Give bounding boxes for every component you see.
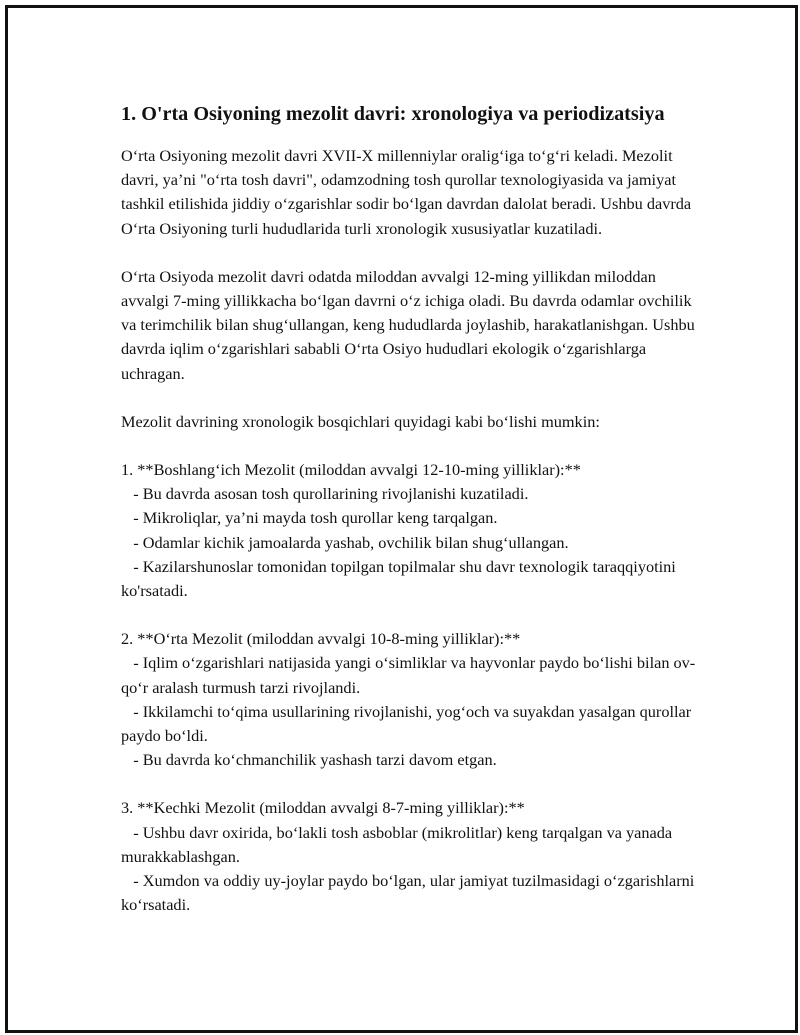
stage-heading: 1. **Boshlang‘ich Mezolit (miloddan avvalgi 12-10-ming yilliklar):** <box>121 460 581 480</box>
stage-bullet: - Odamlar kichik jamoalarda yashab, ovchilik bilan shug‘ullangan. <box>133 532 569 552</box>
document-title: 1. O'rta Osiyoning mezolit davri: xronologiya va periodizatsiya <box>121 103 665 125</box>
stage-early-mesolithic <box>121 458 701 603</box>
stage-bullet: - Kazilarshunoslar tomonidan topilgan topilmalar shu davr texnologik taraqqiyotini ko'rsatadi. <box>121 556 676 601</box>
stage-heading: 3. **Kechki Mezolit (miloddan avvalgi 8-7-ming yilliklar):** <box>121 798 525 818</box>
stage-heading: 2. **O‘rta Mezolit (miloddan avvalgi 10-8-ming yilliklar):** <box>121 629 521 649</box>
stage-late-mesolithic <box>121 796 701 917</box>
stage-middle-mesolithic <box>121 627 701 772</box>
stage-bullet: - Iqlim o‘zgarishlari natijasida yangi o‘simliklar va hayvonlar paydo bo‘lishi bilan ov-qo‘r aralash turmush tarzi rivojlandi. <box>121 653 696 697</box>
stage-bullet: - Ikkilamchi to‘qima usullarining rivojlanishi, yog‘och va suyakdan yasalgan qurollar paydo bo‘ldi. <box>121 701 692 746</box>
stage-bullet: - Ushbu davr oxirida, bo‘lakli tosh asboblar (mikrolitlar) keng tarqalgan va yanada murakkablashgan. <box>121 822 673 866</box>
stages-intro-paragraph: Mezolit davrining xronologik bosqichlari quyidagi kabi bo‘lishi mumkin: <box>121 411 600 431</box>
chronology-paragraph: O‘rta Osiyoda mezolit davri odatda miloddan avvalgi 12-ming yillikdan miloddan avvalgi 7-ming yillikkacha bo‘lgan davrni o‘z ichiga oladi. Bu davrda odamlar ovchilik va terimchilik bilan shug‘ullangan, keng hududlarda joylashib, harakatlanishgan. Ushbu davrda iqlim o‘zgarishlari sababli O‘rta Osiyo hududlari ekologik o‘zgarishlarga uchragan. <box>121 266 695 383</box>
stage-bullet: - Bu davrda asosan tosh qurollarining rivojlanishi kuzatiladi. <box>133 484 529 504</box>
stage-bullet: - Xumdon va oddiy uy-joylar paydo bo‘lgan, ular jamiyat tuzilmasidagi o‘zgarishlarni ko‘rsatadi. <box>121 871 695 915</box>
document-body <box>121 100 701 941</box>
intro-paragraph: O‘rta Osiyoning mezolit davri XVII-X millenniylar oralig‘iga to‘g‘ri keladi. Mezolit davri, ya’ni "o‘rta tosh davri", odamzodning tosh qurollar texnologiyasida va jamiyat tashkil etilishida jiddiy o‘zgarishlar sodir bo‘lgan davrdan dalolat beradi. Ushbu davrda O‘rta Osiyoning turli hududlarida turli xronologik xususiyatlar kuzatiladi. <box>121 146 692 238</box>
stage-bullet: - Mikroliqlar, ya’ni mayda tosh qurollar keng tarqalgan. <box>133 508 498 528</box>
stage-bullet: - Bu davrda ko‘chmanchilik yashash tarzi davom etgan. <box>133 750 497 770</box>
page-frame <box>5 5 798 1033</box>
